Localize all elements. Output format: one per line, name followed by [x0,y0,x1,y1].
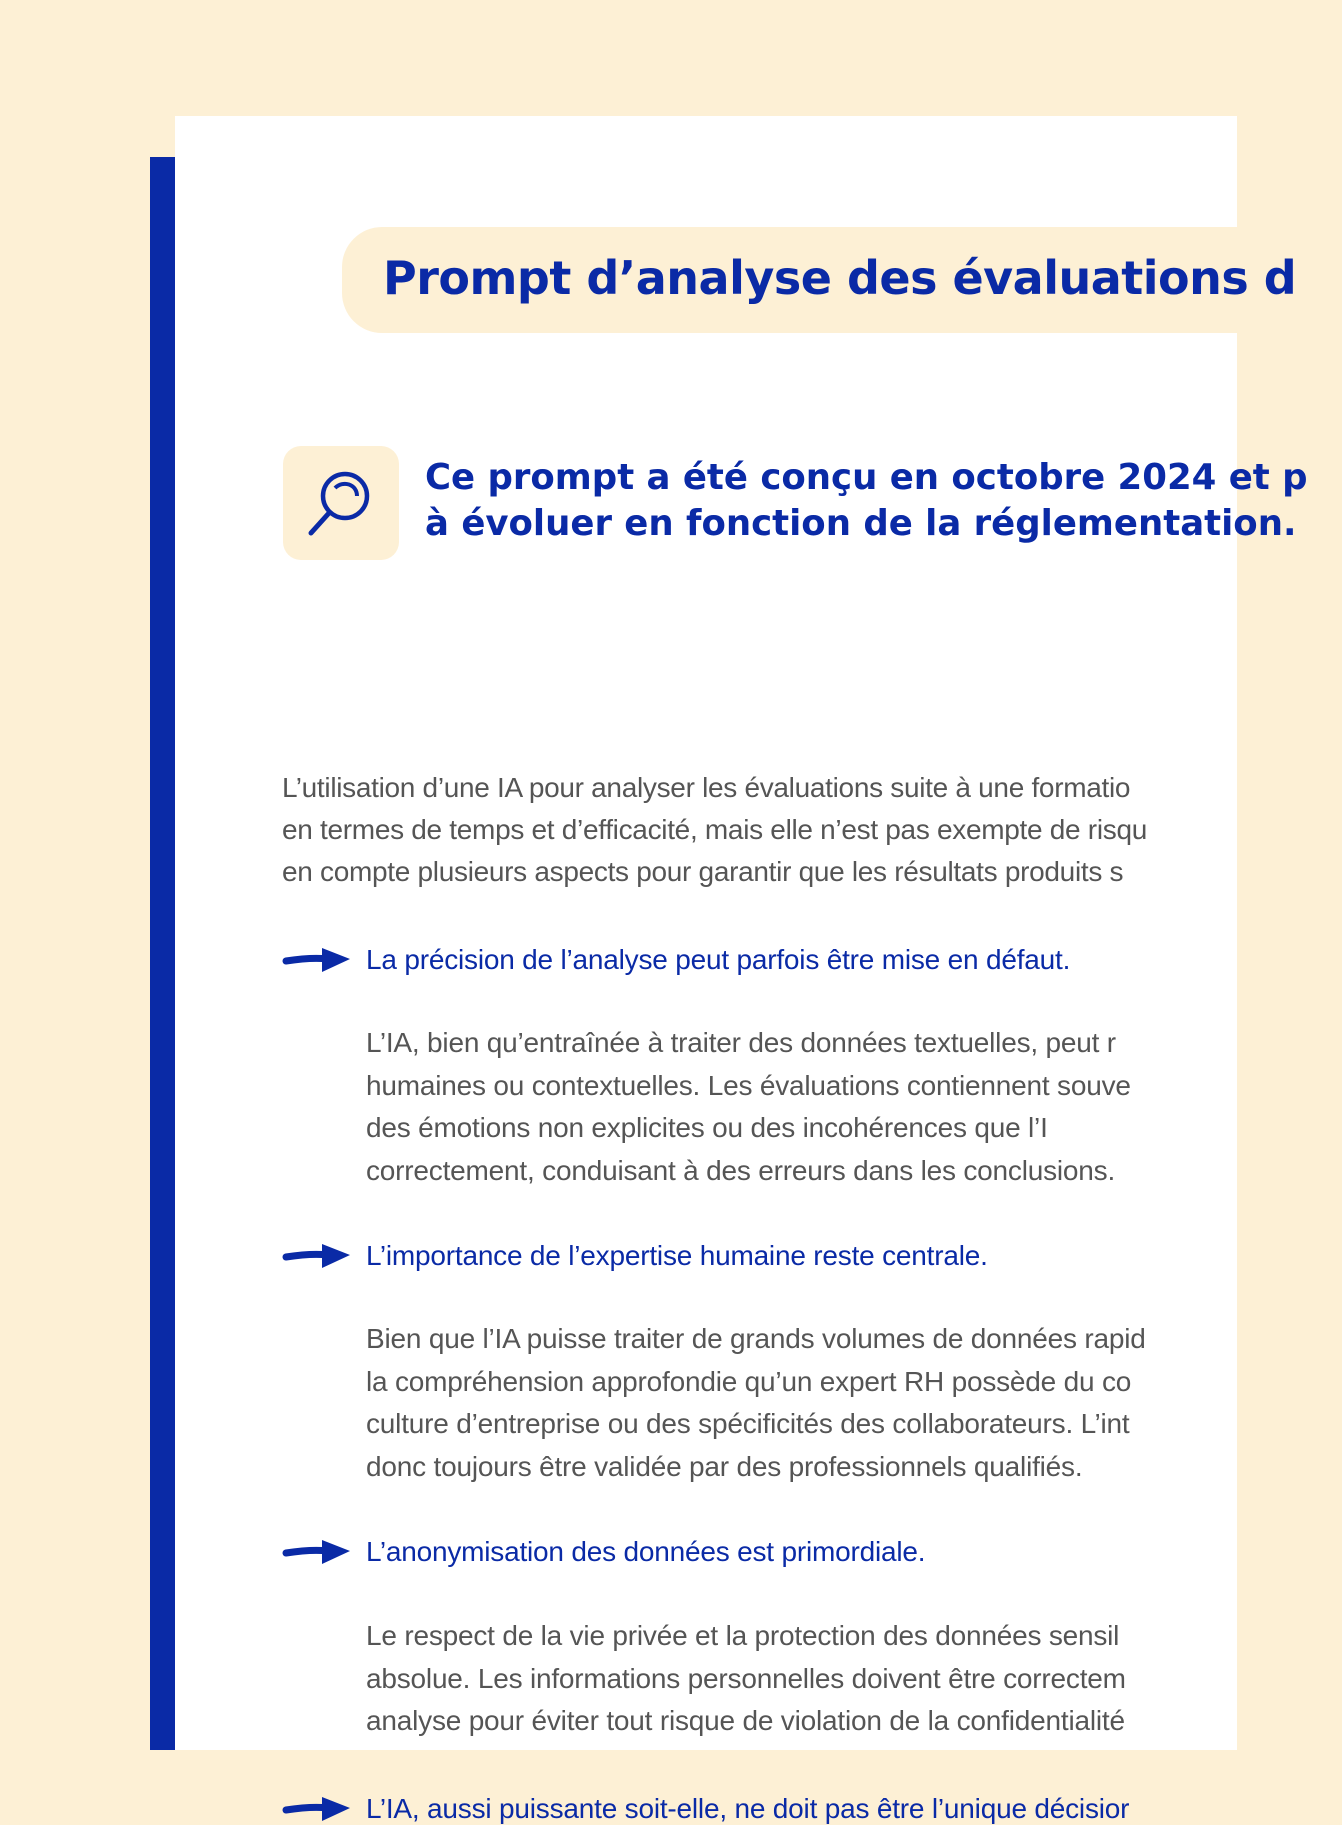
arrow-right-icon [282,945,352,975]
arrow-right-icon [282,1241,352,1271]
page-title: Prompt d’analyse des évaluations d [383,251,1297,305]
notice-line: Ce prompt a été conçu en octobre 2024 et p [425,457,1308,498]
point-line: donc toujours être validée par des professionnels qualifiés. [366,1450,1083,1482]
point-heading [282,944,1070,976]
point-line: culture d’entreprise ou des spécificités des collaborateurs. L’int [366,1408,1130,1439]
left-accent-bar [150,157,176,1750]
point-line: humaines ou contextuelles. Les évaluations contiennent souve [366,1069,1131,1101]
magnifier-icon [305,466,377,540]
point-line: analyse pour éviter tout risque de violation de la confidentialité [366,1705,1125,1736]
point-heading [282,1793,1129,1825]
point-line: des émotions non explicites ou des incohérences que l’I [366,1112,1048,1143]
intro-paragraph [282,767,1147,893]
document-page [175,116,1308,1824]
notice-icon-box [283,446,399,560]
point-line: Le respect de la vie privée et la protection des données sensil [366,1620,1120,1651]
point-line: correctement, conduisant à des erreurs dans les conclusions. [366,1154,1116,1186]
point-line: la compréhension approfondie qu’un expert RH possède du co [366,1365,1132,1397]
intro-line: en compte plusieurs aspects pour garantir que les résultats produits s [282,856,1124,887]
point-body [366,1318,1146,1488]
point-heading-text: L’anonymisation des données est primordiale. [366,1536,926,1567]
notice-text [425,455,1308,547]
point-line: absolue. Les informations personnelles doivent être correctem [366,1662,1126,1694]
arrow-right-icon [282,1537,352,1567]
point-body [366,1615,1126,1743]
point-heading [282,1536,925,1568]
point-heading [282,1240,988,1272]
notice-line: à évoluer en fonction de la réglementation. [425,503,1297,544]
point-line: Bien que l’IA puisse traiter de grands volumes de données rapid [366,1323,1146,1354]
intro-line: en termes de temps et d’efficacité, mais elle n’est pas exempte de risqu [282,814,1147,845]
point-heading-text: La précision de l’analyse peut parfois être mise en défaut. [366,944,1071,975]
intro-line: L’utilisation d’une IA pour analyser les évaluations suite à une formatio [282,772,1131,803]
point-heading-text: L’IA, aussi puissante soit-elle, ne doit pas être l’unique décisior [366,1793,1130,1824]
point-line: L’IA, bien qu’entraînée à traiter des données textuelles, peut r [366,1027,1116,1058]
point-heading-text: L’importance de l’expertise humaine reste centrale. [366,1240,988,1271]
point-body [366,1022,1131,1192]
arrow-right-icon [282,1794,352,1824]
